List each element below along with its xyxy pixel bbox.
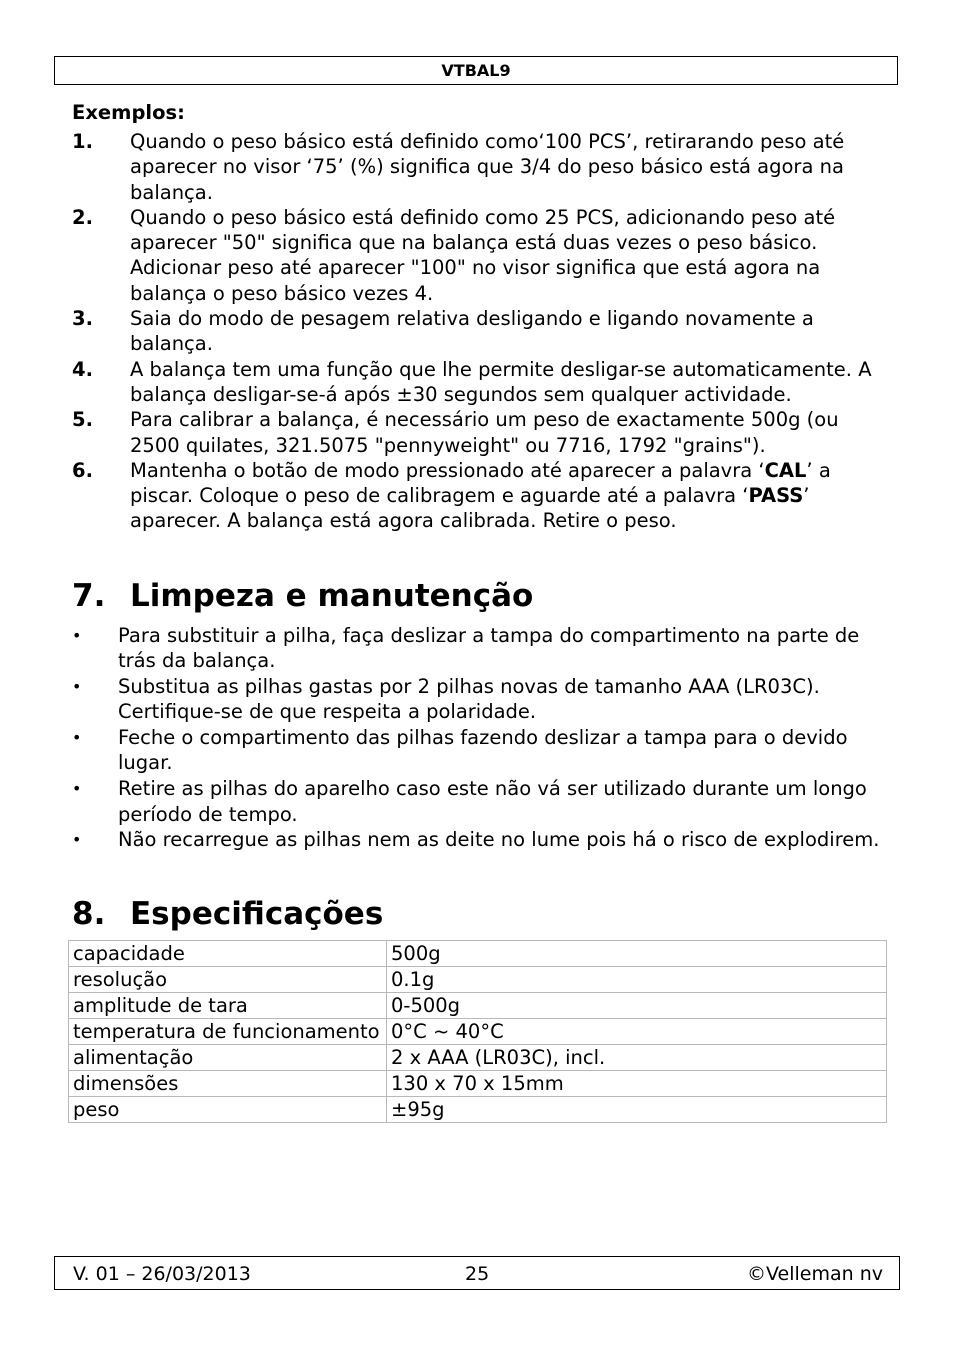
table-row bbox=[69, 1045, 887, 1071]
spec-key: resolução bbox=[69, 967, 387, 993]
bullet-icon: • bbox=[72, 677, 82, 697]
spec-value: 2 x AAA (LR03C), incl. bbox=[387, 1045, 887, 1071]
item-text: A balança tem uma função que lhe permite desligar-se automaticamente. A balança desligar-se-á após ±30 segundos sem qualquer actividade. bbox=[130, 357, 872, 406]
bullet-icon: • bbox=[72, 779, 82, 799]
spec-value: 0.1g bbox=[387, 967, 887, 993]
spec-key: temperatura de funcionamento bbox=[69, 1019, 387, 1045]
spec-key: amplitude de tara bbox=[69, 993, 387, 1019]
section-number: 8. bbox=[72, 896, 106, 932]
table-row bbox=[69, 1097, 887, 1123]
model-label: VTBAL9 bbox=[441, 61, 511, 80]
item-text: Retire as pilhas do aparelho caso este não vá ser utilizado durante um longo período de tempo. bbox=[118, 777, 867, 826]
examples-title: Exemplos: bbox=[72, 101, 185, 124]
item-text: Feche o compartimento das pilhas fazendo deslizar a tampa para o devido lugar. bbox=[118, 726, 848, 775]
text-segment: ’ aparecer. A balança está agora calibrada. Retire o peso. bbox=[130, 484, 810, 533]
item-text: Saia do modo de pesagem relativa desligando e ligando novamente a balança. bbox=[130, 307, 814, 356]
table-row bbox=[69, 1019, 887, 1045]
item-text: Quando o peso básico está definido como‘100 PCS’, retirarando peso até aparecer no visor ‘75’ (%) significa que 3/4 do peso básico está agora na balança. bbox=[130, 130, 845, 204]
spec-key: dimensões bbox=[69, 1071, 387, 1097]
copyright-label: ©Velleman nv bbox=[747, 1263, 883, 1285]
list-item bbox=[72, 458, 872, 534]
item-text: Quando o peso básico está definido como 25 PCS, adicionando peso até aparecer "50" significa que na balança está duas vezes o peso básico. Adicionar peso até aparecer "100" no visor significa que está agora na balança o peso básico vezes 4. bbox=[130, 205, 836, 305]
section-8-heading bbox=[72, 896, 383, 932]
list-item bbox=[72, 205, 872, 306]
cal-keyword: CAL bbox=[764, 458, 807, 482]
bullet-icon: • bbox=[72, 626, 82, 645]
item-number: 5. bbox=[72, 408, 93, 432]
spec-key: capacidade bbox=[69, 941, 387, 967]
table-row bbox=[69, 967, 887, 993]
item-number: 2. bbox=[72, 205, 93, 229]
item-number: 1. bbox=[72, 130, 93, 153]
table-row bbox=[69, 1071, 887, 1097]
pass-keyword: PASS bbox=[748, 484, 804, 508]
list-item bbox=[72, 129, 872, 205]
list-item bbox=[72, 306, 872, 357]
list-item bbox=[72, 407, 872, 458]
item-text: Para calibrar a balança, é necessário um peso de exactamente 500g (ou 2500 quilates, 321.5075 "pennyweight" ou 7716, 1792 "grains"). bbox=[130, 408, 839, 457]
spec-value: 0-500g bbox=[387, 993, 887, 1019]
section-number: 7. bbox=[72, 578, 106, 614]
text-segment: ’ a piscar. Coloque o peso de calibragem e aguarde até a palavra ‘ bbox=[130, 458, 831, 508]
specifications-table bbox=[68, 940, 887, 1123]
bullet-icon: • bbox=[72, 728, 82, 748]
document-footer bbox=[54, 1256, 900, 1290]
item-number: 6. bbox=[72, 458, 93, 482]
text-segment: Mantenha o botão de modo pressionado até aparecer a palavra ‘ bbox=[130, 458, 765, 482]
page-number: 25 bbox=[465, 1263, 490, 1285]
list-item bbox=[72, 623, 892, 674]
list-item bbox=[72, 776, 892, 827]
maintenance-list bbox=[72, 623, 892, 853]
list-item bbox=[72, 827, 892, 852]
spec-key: alimentação bbox=[69, 1045, 387, 1071]
version-label: V. 01 – 26/03/2013 bbox=[73, 1263, 251, 1285]
item-text: Não recarregue as pilhas nem as deite no lume pois há o risco de explodirem. bbox=[118, 828, 880, 852]
table-row bbox=[69, 993, 887, 1019]
item-number: 4. bbox=[72, 357, 93, 381]
spec-value: ±95g bbox=[387, 1097, 887, 1123]
section-7-heading bbox=[72, 578, 533, 614]
list-item bbox=[72, 357, 872, 408]
item-number: 3. bbox=[72, 307, 93, 331]
examples-list bbox=[72, 129, 872, 534]
table-row bbox=[69, 941, 887, 967]
document-header bbox=[54, 56, 898, 85]
bullet-icon: • bbox=[72, 830, 82, 850]
item-text: Para substituir a pilha, faça deslizar a tampa do compartimento na parte de trás da balança. bbox=[118, 624, 860, 673]
spec-key: peso bbox=[69, 1097, 387, 1123]
list-item bbox=[72, 725, 892, 776]
spec-value: 500g bbox=[387, 941, 887, 967]
item-text bbox=[130, 458, 872, 534]
spec-value: 130 x 70 x 15mm bbox=[387, 1071, 887, 1097]
spec-value: 0°C ~ 40°C bbox=[387, 1019, 887, 1045]
list-item bbox=[72, 674, 892, 725]
section-title: Especificações bbox=[130, 896, 384, 932]
section-title: Limpeza e manutenção bbox=[130, 578, 534, 614]
item-text: Substitua as pilhas gastas por 2 pilhas novas de tamanho AAA (LR03C). Certifique-se de que respeita a polaridade. bbox=[118, 675, 820, 724]
